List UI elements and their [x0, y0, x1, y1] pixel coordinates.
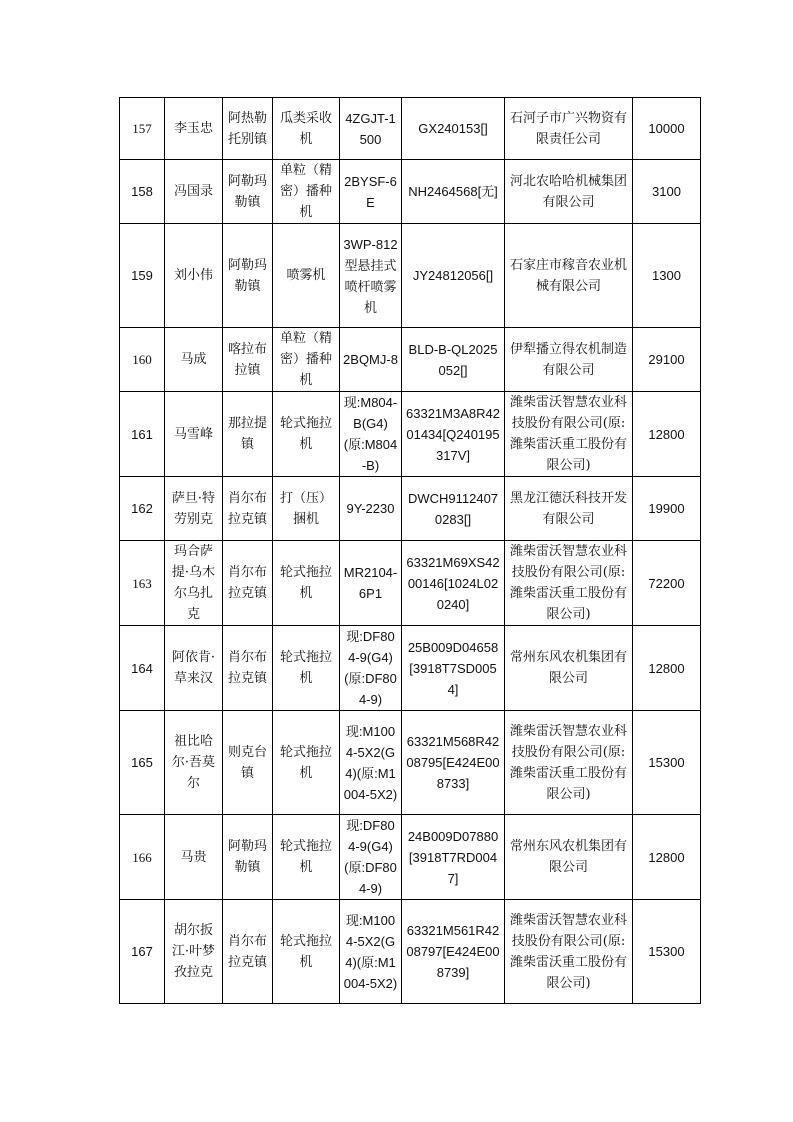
name-cell: 祖比哈尔·吾莫尔: [165, 711, 223, 815]
machine-type-cell: 瓜类采收机: [273, 98, 340, 160]
row-number-cell: 164: [120, 626, 165, 711]
name-cell: 李玉忠: [165, 98, 223, 160]
name-cell: 胡尔扳江·叶梦孜拉克: [165, 900, 223, 1004]
machine-type-cell: 单粒（精密）播种机: [273, 160, 340, 224]
machine-type-cell: 轮式拖拉机: [273, 900, 340, 1004]
table-row: [120, 328, 701, 392]
name-cell: 马雪峰: [165, 392, 223, 477]
amount-cell: 3100: [633, 160, 701, 224]
town-cell: 则克台镇: [223, 711, 273, 815]
machine-type-cell: 单粒（精密）播种机: [273, 328, 340, 392]
table-row: [120, 711, 701, 815]
manufacturer-cell: 石家庄市稼音农业机械有限公司: [505, 224, 633, 328]
machine-type-cell: 打（压）捆机: [273, 477, 340, 541]
name-cell: 萨旦·特劳别克: [165, 477, 223, 541]
machine-type-cell: 轮式拖拉机: [273, 711, 340, 815]
table-body: [120, 98, 701, 1004]
machine-type-cell: 轮式拖拉机: [273, 626, 340, 711]
serial-cell: DWCH91124070283[]: [402, 477, 505, 541]
table-row: [120, 160, 701, 224]
serial-cell: BLD-B-QL2025052[]: [402, 328, 505, 392]
table-row: [120, 815, 701, 900]
model-cell: 现:M804-B(G4)(原:M804-B): [340, 392, 402, 477]
subsidy-table: [119, 97, 701, 1004]
machine-type-cell: 喷雾机: [273, 224, 340, 328]
manufacturer-cell: 常州东风农机集团有限公司: [505, 815, 633, 900]
table-row: [120, 900, 701, 1004]
name-cell: 刘小伟: [165, 224, 223, 328]
amount-cell: 15300: [633, 900, 701, 1004]
serial-cell: JY24812056[]: [402, 224, 505, 328]
model-cell: 现:DF804-9(G4)(原:DF804-9): [340, 815, 402, 900]
serial-cell: 63321M568R4208795[E424E008733]: [402, 711, 505, 815]
town-cell: 肖尔布拉克镇: [223, 626, 273, 711]
model-cell: 现:M1004-5X2(G4)(原:M1004-5X2): [340, 711, 402, 815]
row-number-cell: 162: [120, 477, 165, 541]
manufacturer-cell: 潍柴雷沃智慧农业科技股份有限公司(原:潍柴雷沃重工股份有限公司): [505, 541, 633, 626]
town-cell: 肖尔布拉克镇: [223, 541, 273, 626]
model-cell: 现:M1004-5X2(G4)(原:M1004-5X2): [340, 900, 402, 1004]
row-number-cell: 157: [120, 98, 165, 160]
town-cell: 肖尔布拉克镇: [223, 900, 273, 1004]
town-cell: 肖尔布拉克镇: [223, 477, 273, 541]
amount-cell: 1300: [633, 224, 701, 328]
table-row: [120, 541, 701, 626]
row-number-cell: 166: [120, 815, 165, 900]
table-row: [120, 626, 701, 711]
name-cell: 阿依肯·草来汉: [165, 626, 223, 711]
town-cell: 阿勒玛勒镇: [223, 160, 273, 224]
machine-type-cell: 轮式拖拉机: [273, 815, 340, 900]
name-cell: 玛合萨提·乌木尔乌扎克: [165, 541, 223, 626]
amount-cell: 12800: [633, 392, 701, 477]
manufacturer-cell: 潍柴雷沃智慧农业科技股份有限公司(原:潍柴雷沃重工股份有限公司): [505, 711, 633, 815]
manufacturer-cell: 黑龙江德沃科技开发有限公司: [505, 477, 633, 541]
amount-cell: 12800: [633, 815, 701, 900]
table-row: [120, 224, 701, 328]
row-number-cell: 163: [120, 541, 165, 626]
row-number-cell: 167: [120, 900, 165, 1004]
manufacturer-cell: 常州东风农机集团有限公司: [505, 626, 633, 711]
name-cell: 马贵: [165, 815, 223, 900]
amount-cell: 72200: [633, 541, 701, 626]
model-cell: 2BYSF-6E: [340, 160, 402, 224]
manufacturer-cell: 潍柴雷沃智慧农业科技股份有限公司(原:潍柴雷沃重工股份有限公司): [505, 392, 633, 477]
amount-cell: 10000: [633, 98, 701, 160]
amount-cell: 15300: [633, 711, 701, 815]
model-cell: 现:DF804-9(G4)(原:DF804-9): [340, 626, 402, 711]
serial-cell: 63321M69XS4200146[1024L020240]: [402, 541, 505, 626]
manufacturer-cell: 潍柴雷沃智慧农业科技股份有限公司(原:潍柴雷沃重工股份有限公司): [505, 900, 633, 1004]
table-row: [120, 477, 701, 541]
row-number-cell: 158: [120, 160, 165, 224]
row-number-cell: 160: [120, 328, 165, 392]
amount-cell: 19900: [633, 477, 701, 541]
town-cell: 阿勒玛勒镇: [223, 224, 273, 328]
model-cell: MR2104-6P1: [340, 541, 402, 626]
machine-type-cell: 轮式拖拉机: [273, 392, 340, 477]
row-number-cell: 161: [120, 392, 165, 477]
model-cell: 3WP-812型悬挂式喷杆喷雾机: [340, 224, 402, 328]
model-cell: 4ZGJT-1500: [340, 98, 402, 160]
town-cell: 阿热勒托别镇: [223, 98, 273, 160]
serial-cell: 63321M561R4208797[E424E008739]: [402, 900, 505, 1004]
serial-cell: 63321M3A8R4201434[Q240195317V]: [402, 392, 505, 477]
town-cell: 喀拉布拉镇: [223, 328, 273, 392]
town-cell: 阿勒玛勒镇: [223, 815, 273, 900]
name-cell: 马成: [165, 328, 223, 392]
model-cell: 9Y-2230: [340, 477, 402, 541]
amount-cell: 12800: [633, 626, 701, 711]
row-number-cell: 165: [120, 711, 165, 815]
row-number-cell: 159: [120, 224, 165, 328]
model-cell: 2BQMJ-8: [340, 328, 402, 392]
serial-cell: 25B009D04658[3918T7SD0054]: [402, 626, 505, 711]
machine-type-cell: 轮式拖拉机: [273, 541, 340, 626]
town-cell: 那拉提镇: [223, 392, 273, 477]
serial-cell: GX240153[]: [402, 98, 505, 160]
manufacturer-cell: 伊犁播立得农机制造有限公司: [505, 328, 633, 392]
name-cell: 冯国录: [165, 160, 223, 224]
amount-cell: 29100: [633, 328, 701, 392]
table-row: [120, 98, 701, 160]
table-row: [120, 392, 701, 477]
serial-cell: NH2464568[无]: [402, 160, 505, 224]
manufacturer-cell: 河北农哈哈机械集团有限公司: [505, 160, 633, 224]
manufacturer-cell: 石河子市广兴物资有限责任公司: [505, 98, 633, 160]
serial-cell: 24B009D07880[3918T7RD0047]: [402, 815, 505, 900]
